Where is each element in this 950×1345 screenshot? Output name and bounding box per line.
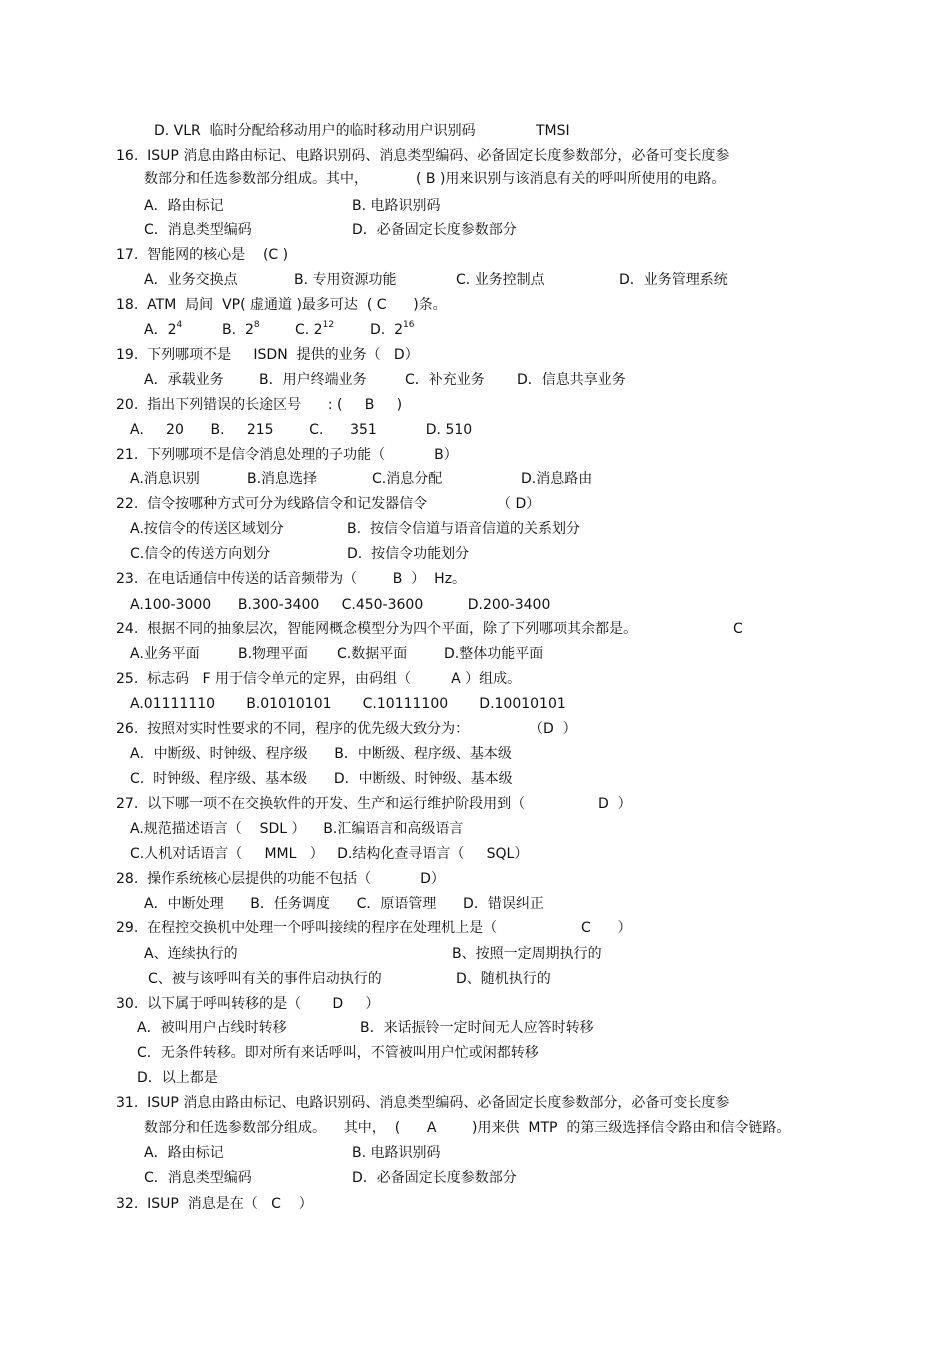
text-segment: B. 电路识别码 <box>352 198 441 214</box>
text-segment: C. 2 <box>295 322 323 338</box>
text-segment: A．中断级、时钟级、程序级 B．中断级、程序级、基本级 <box>130 746 512 762</box>
text-segment: 29. 在程控交换机中处理一个呼叫接续的程序在处理机上是（ <box>116 920 498 936</box>
text-segment: TMSI <box>536 123 570 139</box>
exponent: 16 <box>403 320 415 330</box>
text-segment: D. 按信令功能划分 <box>347 546 470 562</box>
text-segment: C．消息类型编码 <box>144 1170 252 1186</box>
text-segment: A．承载业务 <box>144 372 224 388</box>
text-segment: B、按照一定周期执行的 <box>452 946 602 962</box>
text-segment: 19. 下列哪项不是 ISDN 提供的业务（ D） <box>116 347 419 363</box>
text-segment: D ） <box>598 796 632 812</box>
text-segment: ( B )用来识别与该消息有关的呼叫所使用的电路。 <box>416 171 726 187</box>
text-segment: A.规范描述语言（ SDL ） B.汇编语言和高级语言 <box>130 821 464 837</box>
text-segment: 24. 根据不同的抽象层次，智能网概念模型分为四个平面，除了下列哪项其余都是。 <box>116 621 638 637</box>
text-segment: C．消息类型编码 <box>144 222 252 238</box>
text-segment: C.数据平面 <box>337 646 408 662</box>
text-segment: C、被与该呼叫有关的事件启动执行的 <box>148 971 382 987</box>
text-segment: 27. 以下哪一项不在交换软件的开发、生产和运行维护阶段用到（ <box>116 796 526 812</box>
text-segment: A．路由标记 <box>144 198 224 214</box>
text-with-exponent <box>144 322 182 340</box>
text-segment: D．必备固定长度参数部分 <box>352 1170 517 1186</box>
text-segment: 23. 在电话通信中传送的话音频带为（ B ） Hz。 <box>116 571 467 587</box>
text-segment: B. 2 <box>222 322 254 338</box>
text-segment: A.消息识别 <box>130 471 200 487</box>
text-segment: A．路由标记 <box>144 1145 224 1161</box>
text-segment: 25. 标志码 F 用于信令单元的定界，由码组（ A ）组成。 <box>116 671 522 687</box>
text-segment: B. 按信令信道与语音信道的关系划分 <box>347 521 580 537</box>
text-segment: D. VLR 临时分配给移动用户的临时移动用户识别码 <box>154 123 476 139</box>
text-segment: C.人机对话语言（ MML ） D.结构化查寻语言（ SQL） <box>130 846 529 862</box>
text-segment: A.01111110 B.01010101 C.10111100 D.10010101 <box>130 696 566 712</box>
text-segment: C．补充业务 <box>405 372 485 388</box>
text-segment: 26. 按照对实时性要求的不同，程序的优先级大致分为： <box>116 721 470 737</box>
text-segment: 数部分和任选参数部分组成。其中， <box>144 171 368 187</box>
text-segment: B.消息选择 <box>247 471 318 487</box>
text-segment: 28. 操作系统核心层提供的功能不包括（ D） <box>116 871 445 887</box>
text-segment: A．业务交换点 <box>144 272 238 288</box>
text-segment: C.消息分配 <box>372 471 443 487</box>
text-segment: B．来话振铃一定时间无人应答时转移 <box>360 1020 594 1036</box>
text-segment: D．以上都是 <box>137 1070 218 1086</box>
text-segment: A．2 <box>144 322 177 338</box>
text-segment: D．必备固定长度参数部分 <box>352 222 517 238</box>
text-segment: B．用户终端业务 <box>259 372 367 388</box>
text-segment: C. 时钟级、程序级、基本级 D．中断级、时钟级、基本级 <box>130 771 513 787</box>
text-segment: A.100-3000 B.300-3400 C.450-3600 D.200-3400 <box>130 597 551 613</box>
text-segment: C．无条件转移。即对所有来话呼叫，不管被叫用户忙或闲都转移 <box>137 1045 539 1061</box>
text-segment: 22. 信令按哪种方式可分为线路信令和记发器信令 <box>116 496 428 512</box>
text-segment: C ） <box>581 920 632 936</box>
text-segment: 17. 智能网的核心是 (C ) <box>116 247 289 263</box>
text-segment: D.消息路由 <box>521 471 593 487</box>
text-segment: C. 业务控制点 <box>456 272 545 288</box>
text-segment: D. 2 <box>370 322 404 338</box>
text-segment: D、随机执行的 <box>456 971 551 987</box>
text-segment: D．信息共享业务 <box>517 372 626 388</box>
text-segment: （ D） <box>497 496 541 512</box>
exponent: 4 <box>176 320 183 330</box>
text-segment: 18. ATM 局间 VP( 虚通道 )最多可达 ( C )条。 <box>116 297 447 313</box>
exponent: 12 <box>322 320 335 330</box>
text-segment: 20. 指出下列错误的长途区号 : ( B ) <box>116 397 403 413</box>
text-segment: A．被叫用户占线时转移 <box>137 1020 287 1036</box>
text-segment: B. 专用资源功能 <box>294 272 397 288</box>
text-segment: B. 电路识别码 <box>352 1145 441 1161</box>
text-segment: A．中断处理 B．任务调度 C．原语管理 D．错误纠正 <box>144 896 544 912</box>
text-segment: 30. 以下属于呼叫转移的是（ D ） <box>116 996 380 1012</box>
text-segment: 21. 下列哪项不是信令消息处理的子功能（ B） <box>116 447 458 463</box>
text-segment: A.按信令的传送区域划分 <box>130 521 284 537</box>
text-segment: （D ） <box>529 721 577 737</box>
text-segment: 16. ISUP 消息由路由标记、电路识别码、消息类型编码、必备固定长度参数部分，必备可变长度参 <box>116 148 730 164</box>
exponent: 8 <box>253 320 260 330</box>
text-segment: A、连续执行的 <box>144 946 238 962</box>
text-with-exponent <box>370 322 415 340</box>
text-segment: 32. ISUP 消息是在（ C ） <box>116 1196 313 1212</box>
text-segment: 31. ISUP 消息由路由标记、电路识别码、消息类型编码、必备固定长度参数部分，必备可变长度参 <box>116 1095 730 1111</box>
text-segment: C.信令的传送方向划分 <box>130 546 271 562</box>
text-with-exponent <box>222 322 260 340</box>
text-segment: A.业务平面 <box>130 646 200 662</box>
text-segment: D.整体功能平面 <box>444 646 544 662</box>
text-segment: 数部分和任选参数部分组成。 其中， ( A )用来供 MTP 的第三级选择信令路由和信令链路。 <box>144 1120 791 1136</box>
text-segment: C <box>733 621 743 637</box>
text-with-exponent <box>295 322 334 340</box>
text-segment: B.物理平面 <box>238 646 309 662</box>
text-segment: D．业务管理系统 <box>619 272 728 288</box>
text-segment: A. 20 B. 215 C. 351 D. 510 <box>130 422 473 438</box>
